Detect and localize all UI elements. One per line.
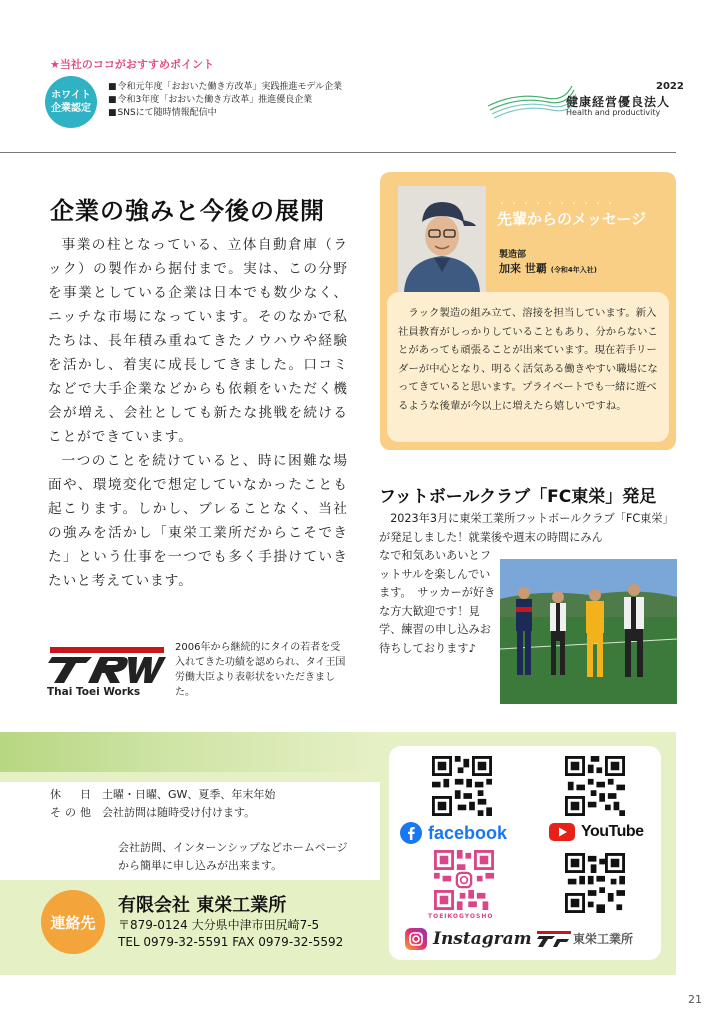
instagram-icon: [405, 928, 427, 950]
employee-portrait-icon: [398, 186, 486, 292]
badge-line-2: 企業認定: [51, 103, 91, 114]
message-title: 先輩からのメッセージ: [497, 210, 647, 228]
company-address: 〒879-0124 大分県中津市田尻崎7-5: [118, 918, 320, 932]
page-number: 21: [688, 993, 702, 1006]
company-logo: [537, 930, 633, 947]
company-name: 有限会社 東栄工業所: [118, 895, 287, 916]
trw-logo-text: Thai Toei Works: [47, 686, 141, 698]
instagram-label: Instagram: [433, 929, 532, 949]
company-logo-icon: [537, 931, 571, 947]
company-qr-icon[interactable]: [565, 853, 625, 913]
company-logo-text: 東栄工業所: [573, 932, 634, 946]
message-text: [398, 304, 664, 416]
message-dots: ・・・・・・・・・・: [498, 199, 618, 208]
other-label: その他: [50, 806, 95, 819]
point-item: ■ SNSにて随時情報配信中: [108, 107, 342, 120]
article-body: [48, 233, 348, 593]
facebook-icon: [400, 822, 422, 844]
kenko-subtitle: Health and productivity: [566, 108, 661, 117]
white-company-badge: [45, 76, 97, 128]
youtube-label: YouTube: [581, 823, 644, 840]
employee-photo: [398, 186, 486, 292]
trw-logo-icon: [48, 645, 166, 685]
employee-year: (令和4年入社): [550, 266, 597, 274]
company-tel-fax: TEL 0979-32-5591 FAX 0979-32-5592: [118, 935, 344, 949]
holiday-label: 休 日: [50, 788, 95, 801]
youtube-link[interactable]: [549, 823, 644, 841]
kenko-name: 健康経営優良法人: [566, 95, 671, 109]
youtube-icon: [549, 823, 575, 841]
instagram-id: TOEIKOGYOSHO: [428, 913, 494, 920]
point-item: ■ 令和3年度「おおいた働き方改革」推進優良企業: [108, 94, 342, 107]
employee-department: 製造部: [499, 250, 527, 260]
football-text-top: [379, 510, 677, 547]
footer-band: [0, 732, 380, 772]
football-heading: フットボールクラブ「FC東栄」発足: [379, 487, 657, 507]
holiday-value: 土曜・日曜、GW、夏季、年末年始: [102, 788, 276, 801]
instagram-link[interactable]: [405, 928, 532, 950]
facebook-qr-icon[interactable]: [432, 756, 492, 816]
employee-name: [499, 260, 597, 276]
message-paragraph: ラック製造の組み立て、溶接を担当しています。新入社員教育がしっかりしていることもあり、分からないことがあっても頑張ることが出来ています。現在若手リーダーが中心となり、明るく活気ある働きやすい職場になってきていると思います。プライベートでも一緒に遊べるような後輩が今以上に増えたら嬉しいですね。: [398, 307, 658, 412]
holiday-info: [50, 786, 275, 822]
other-row: [50, 804, 275, 822]
recommend-points: [108, 81, 342, 120]
visit-note: 会社訪問、インターンシップなどホームページから簡単に申し込みが出来ます。: [118, 841, 348, 872]
football-team-icon: [500, 559, 677, 704]
company-address-block: [118, 917, 343, 951]
facebook-label: facebook: [428, 822, 508, 843]
other-value: 会社訪問は随時受け付けます。: [102, 806, 256, 819]
holiday-row: [50, 786, 275, 804]
facebook-link[interactable]: [400, 822, 507, 844]
recommend-title: ★当社のココがおすすめポイント: [50, 58, 214, 71]
youtube-qr-icon[interactable]: [565, 756, 625, 816]
employee-name-text: 加来 世覇: [499, 262, 547, 275]
instagram-qr-icon[interactable]: [434, 850, 494, 910]
football-photo: [500, 559, 677, 704]
thai-award-text: 2006年から継続的にタイの若者を受入れてきた功績を認められ、タイ王国労働大臣より表彰状をいただきました。: [175, 642, 346, 698]
article-paragraph: 一つのことを続けていると、時に困難な場面や、環境変化で想定していなかったことも起こります。しかし、ブレることなく、当社の強みを活かし「東栄工業所だからこそできた」という仕事を一つでも多く手掛けていきたいと考えています。: [48, 453, 348, 589]
football-text-side: なで和気あいあいとフットサルを楽しんでいます。 サッカーが好きな方大歓迎です！見学、練習の申し込みお待ちしております♪: [379, 549, 496, 655]
badge-line-1: ホワイト: [51, 90, 91, 101]
football-text-top-content: 2023年3月に東栄工業所フットボールクラブ「FC東栄」が発足しました！就業後や週末の時間にみん: [379, 512, 674, 544]
article-paragraph: 事業の柱となっている、立体自動倉庫（ラック）の製作から据付まで。実は、この分野を事業としている企業は日本でも数少なく、ニッチな市場になっています。そのなかで私たちは、長年積み重ねてきたノウハウや経験を活かし、着実に成長してきました。口コミなどで大手企業などからも依頼をいただく機会が増え、会社としても新たな挑戦を続けることができています。: [48, 237, 348, 445]
contact-badge: 連絡先: [41, 890, 105, 954]
kenko-year: 2022: [656, 81, 684, 92]
header-divider: [0, 152, 676, 153]
point-item: ■ 令和元年度「おおいた働き方改革」実践推進モデル企業: [108, 81, 342, 94]
article-heading: 企業の強みと今後の展開: [50, 197, 325, 225]
